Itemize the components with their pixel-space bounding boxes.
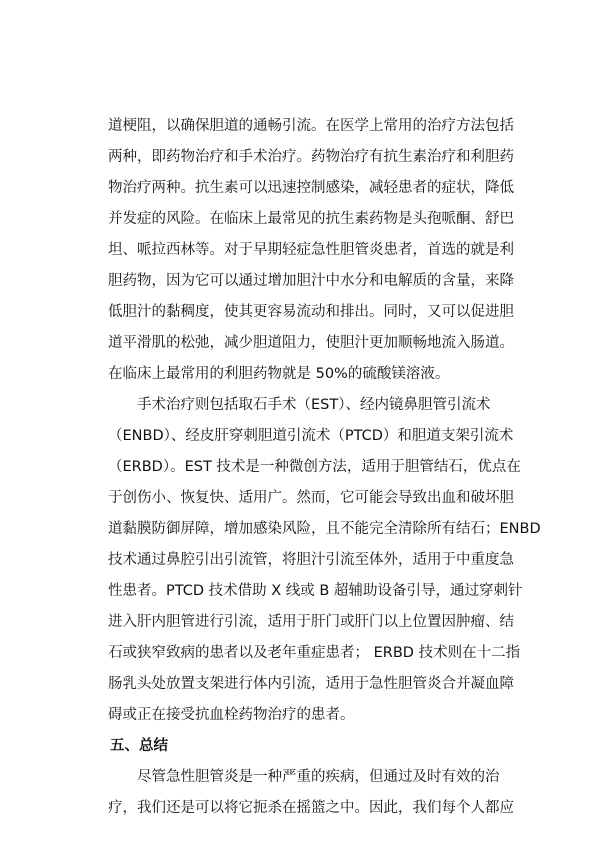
section-heading: 五、总结 (110, 738, 168, 754)
text-line: 石或狭窄致病的患者以及老年重症患者； ERBD 技术则在十二指 (108, 645, 521, 661)
text-line: （ERBD）。EST 技术是一种微创方法，适用于胆管结石，优点在 (108, 459, 521, 475)
text-line: （ENBD）、经皮肝穿刺胆道引流术（PTCD）和胆道支架引流术 (108, 428, 514, 444)
text-line: 两种，即药物治疗和手术治疗。药物治疗有抗生素治疗和利胆药 (108, 149, 514, 165)
text-line: 低胆汁的黏稠度，使其更容易流动和排出。同时，又可以促进胆 (108, 304, 514, 320)
text-line: 碍或正在接受抗血栓药物治疗的患者。 (108, 707, 355, 723)
text-line: 手术治疗则包括取石手术（EST）、经内镜鼻胆管引流术 (137, 397, 491, 413)
text-line: 胆药物，因为它可以通过增加胆汁中水分和电解质的含量，来降 (108, 273, 514, 289)
text-line: 于创伤小、恢复快、适用广。然而，它可能会导致出血和破坏胆 (108, 490, 514, 506)
text-line: 并发症的风险。在临床上最常见的抗生素药物是头孢哌酮、舒巴 (108, 211, 514, 227)
text-line: 肠乳头处放置支架进行体内引流，适用于急性胆管炎合并凝血障 (108, 676, 514, 692)
text-line: 技术通过鼻腔引出引流管，将胆汁引流至体外，适用于中重度急 (108, 552, 514, 568)
text-line: 道黏膜防御屏障，增加感染风险，且不能完全清除所有结石；ENBD (108, 521, 541, 537)
text-line: 坦、哌拉西林等。对于早期轻症急性胆管炎患者，首选的就是利 (108, 242, 514, 258)
text-line: 物治疗两种。抗生素可以迅速控制感染，减轻患者的症状，降低 (108, 180, 514, 196)
text-line: 道梗阻，以确保胆道的通畅引流。在医学上常用的治疗方法包括 (108, 118, 514, 134)
text-line: 在临床上最常用的利胆药物就是 50%的硫酸镁溶液。 (108, 366, 450, 382)
text-line: 性患者。PTCD 技术借助 X 线或 B 超辅助设备引导，通过穿刺针 (108, 583, 523, 599)
text-line: 尽管急性胆管炎是一种严重的疾病，但通过及时有效的治 (137, 769, 500, 785)
text-line: 疗，我们还是可以将它扼杀在摇篮之中。因此，我们每个人都应 (108, 800, 514, 816)
text-line: 进入肝内胆管进行引流，适用于肝门或肝门以上位置因肿瘤、结 (108, 614, 514, 630)
text-line: 道平滑肌的松弛，减少胆道阻力，使胆汁更加顺畅地流入肠道。 (108, 335, 514, 351)
